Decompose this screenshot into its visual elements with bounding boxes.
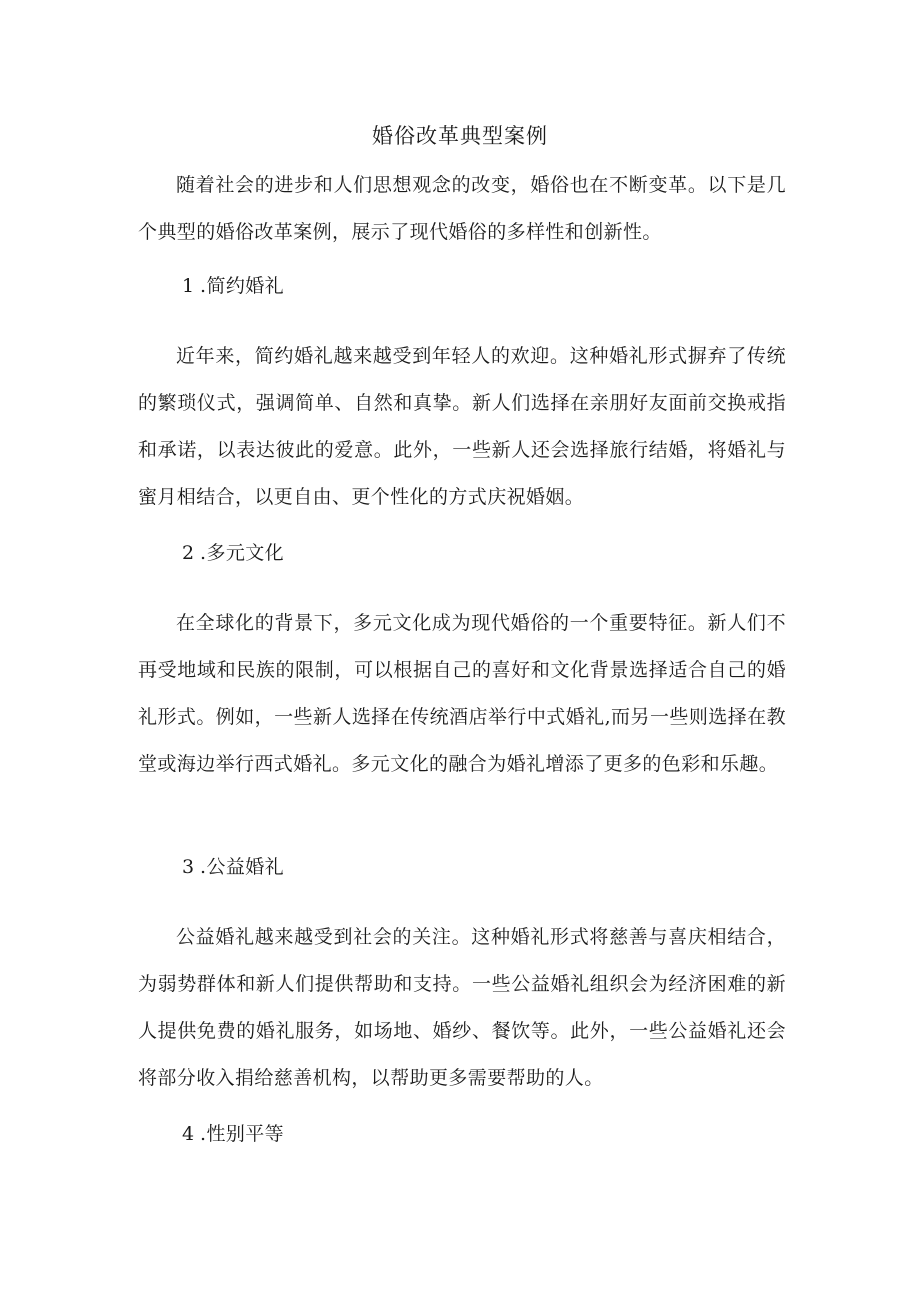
intro-paragraph: 随着社会的进步和人们思想观念的改变，婚俗也在不断变革。以下是几个典型的婚俗改革案例，展示了现代婚俗的多样性和创新性。: [138, 174, 786, 243]
section-title: .多元文化: [200, 542, 285, 564]
section-heading-2: [182, 537, 284, 569]
section-body-1: 近年来，简约婚礼越来越受到年轻人的欢迎。这种婚礼形式摒弃了传统的繁琐仪式，强调简单、自然和真挚。新人们选择在亲朋好友面前交换戒指和承诺，以表达彼此的爱意。此外，一些新人还会选择旅行结婚，将婚礼与蜜月相结合，以更自由、更个性化的方式庆祝婚姻。: [138, 345, 786, 508]
document-title: 婚俗改革典型案例: [372, 124, 548, 148]
section-title: .公益婚礼: [200, 856, 285, 878]
section-number: 3: [182, 856, 195, 878]
section-title: .性别平等: [200, 1123, 285, 1145]
section-number: 1: [182, 275, 195, 297]
section-number: 2: [182, 542, 195, 564]
section-title: .简约婚礼: [200, 275, 285, 297]
section-number: 4: [182, 1123, 195, 1145]
section-heading-4: [182, 1118, 284, 1150]
section-heading-3: [182, 851, 284, 883]
section-heading-1: [182, 270, 284, 302]
section-body-3: 公益婚礼越来越受到社会的关注。这种婚礼形式将慈善与喜庆相结合，为弱势群体和新人们提供帮助和支持。一些公益婚礼组织会为经济困难的新人提供免费的婚礼服务，如场地、婚纱、餐饮等。此外，一些公益婚礼还会将部分收入捐给慈善机构，以帮助更多需要帮助的人。: [138, 926, 786, 1089]
section-body-2: 在全球化的背景下，多元文化成为现代婚俗的一个重要特征。新人们不再受地域和民族的限制，可以根据自己的喜好和文化背景选择适合自己的婚礼形式。例如，一些新人选择在传统酒店举行中式婚礼,而另一些则选择在教堂或海边举行西式婚礼。多元文化的融合为婚礼增添了更多的色彩和乐趣。: [138, 612, 786, 775]
